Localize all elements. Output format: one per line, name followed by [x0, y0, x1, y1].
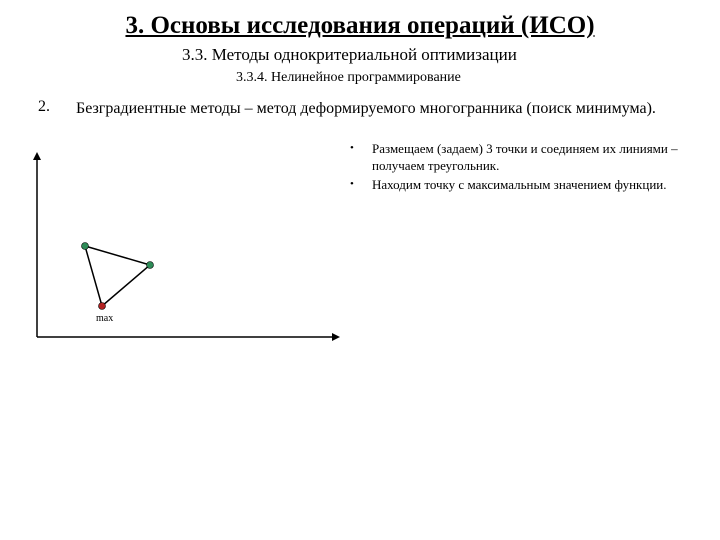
item-text: Безградиентные методы – метод деформируемого многогранника (поиск минимума). — [76, 100, 656, 117]
section-subtitle: 3.3. Методы однокритериальной оптимизации — [182, 45, 517, 64]
max-label: max — [96, 313, 114, 324]
bullet-icon: • — [350, 178, 354, 190]
bullet-icon: • — [350, 142, 354, 154]
bullet-text: Находим точку с максимальным значением функции. — [372, 177, 667, 192]
triangle — [85, 246, 150, 306]
bullet-text: Размещаем (задаем) 3 точки и соединяем их линиями – получаем треугольник. — [372, 141, 678, 173]
item-number: 2. — [38, 98, 50, 115]
slide-title: 3. Основы исследования операций (ИСО) — [125, 12, 595, 39]
max-vertex-point — [99, 303, 106, 310]
subsection-subtitle: 3.3.4. Нелинейное программирование — [236, 70, 461, 85]
vertex-point — [147, 262, 154, 269]
vertex-point — [82, 243, 89, 250]
